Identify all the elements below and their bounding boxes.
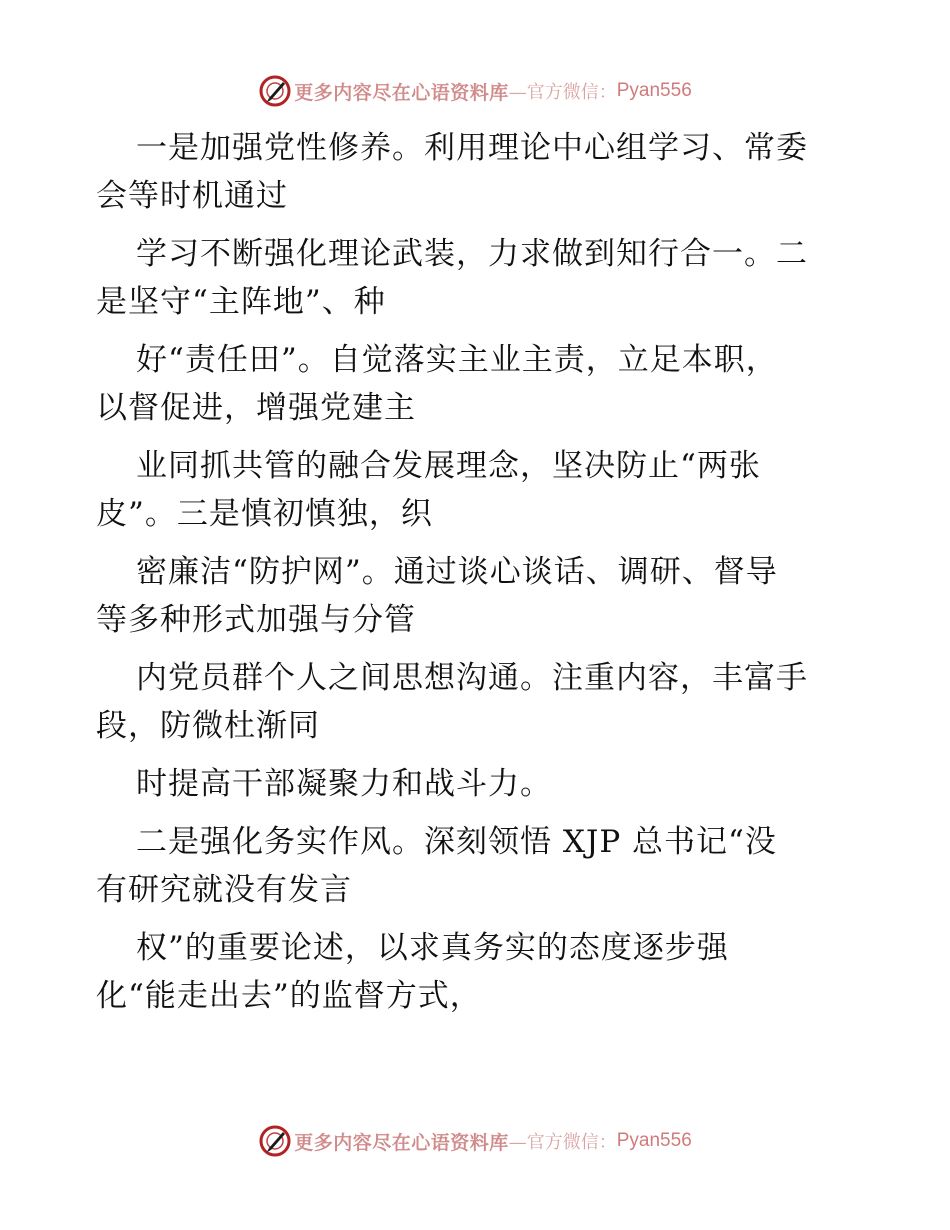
text-line: 一是加强党性修养。利用理论中心组学习、常委 [136,130,808,166]
text-line: 会等时机通过 [96,178,288,214]
watermark-wechat-id: Pyan556 [616,1130,692,1151]
text-line: 好“责任田”。自觉落实主业主责，立足本职， [136,342,778,378]
footer-watermark [0,1121,950,1161]
watermark-wechat-id: Pyan556 [616,80,692,101]
text-line: 段，防微杜渐同 [96,708,320,744]
document-body [96,124,856,1020]
text-line: 时提高干部凝聚力和战斗力。 [136,766,552,802]
text-line: 内党员群个人之间思想沟通。注重内容，丰富手 [136,660,808,696]
watermark-subtitle: —官方微信： [508,82,617,103]
watermark-title: 更多内容尽在心语资料库 [294,1131,509,1154]
text-line: 权”的重要论述，以求真务实的态度逐步强 [136,930,729,966]
text-line: 以督促进，增强党建主 [96,390,416,426]
text-line: 密廉洁“防护网”。通过谈心谈话、调研、督导 [136,554,778,590]
text-line: 有研究就没有发言 [96,872,352,908]
text-line: 业同抓共管的融合发展理念，坚决防止“两张 [136,448,761,484]
text-line: 皮”。三是慎初慎独，织 [96,496,433,532]
watermark-title: 更多内容尽在心语资料库 [294,81,509,104]
brand-logo-icon [258,1124,292,1158]
text-line: 等多种形式加强与分管 [96,602,416,638]
text-line: 二是强化务实作风。深刻领悟 XJP 总书记“没 [136,824,777,860]
text-line: 是坚守“主阵地”、种 [96,284,386,320]
header-watermark [0,71,950,111]
text-line: 学习不断强化理论武装，力求做到知行合一。二 [136,236,808,272]
watermark-subtitle: —官方微信： [508,1132,617,1153]
text-line: 化“能走出去”的监督方式， [96,978,482,1014]
brand-logo-icon [258,74,292,108]
